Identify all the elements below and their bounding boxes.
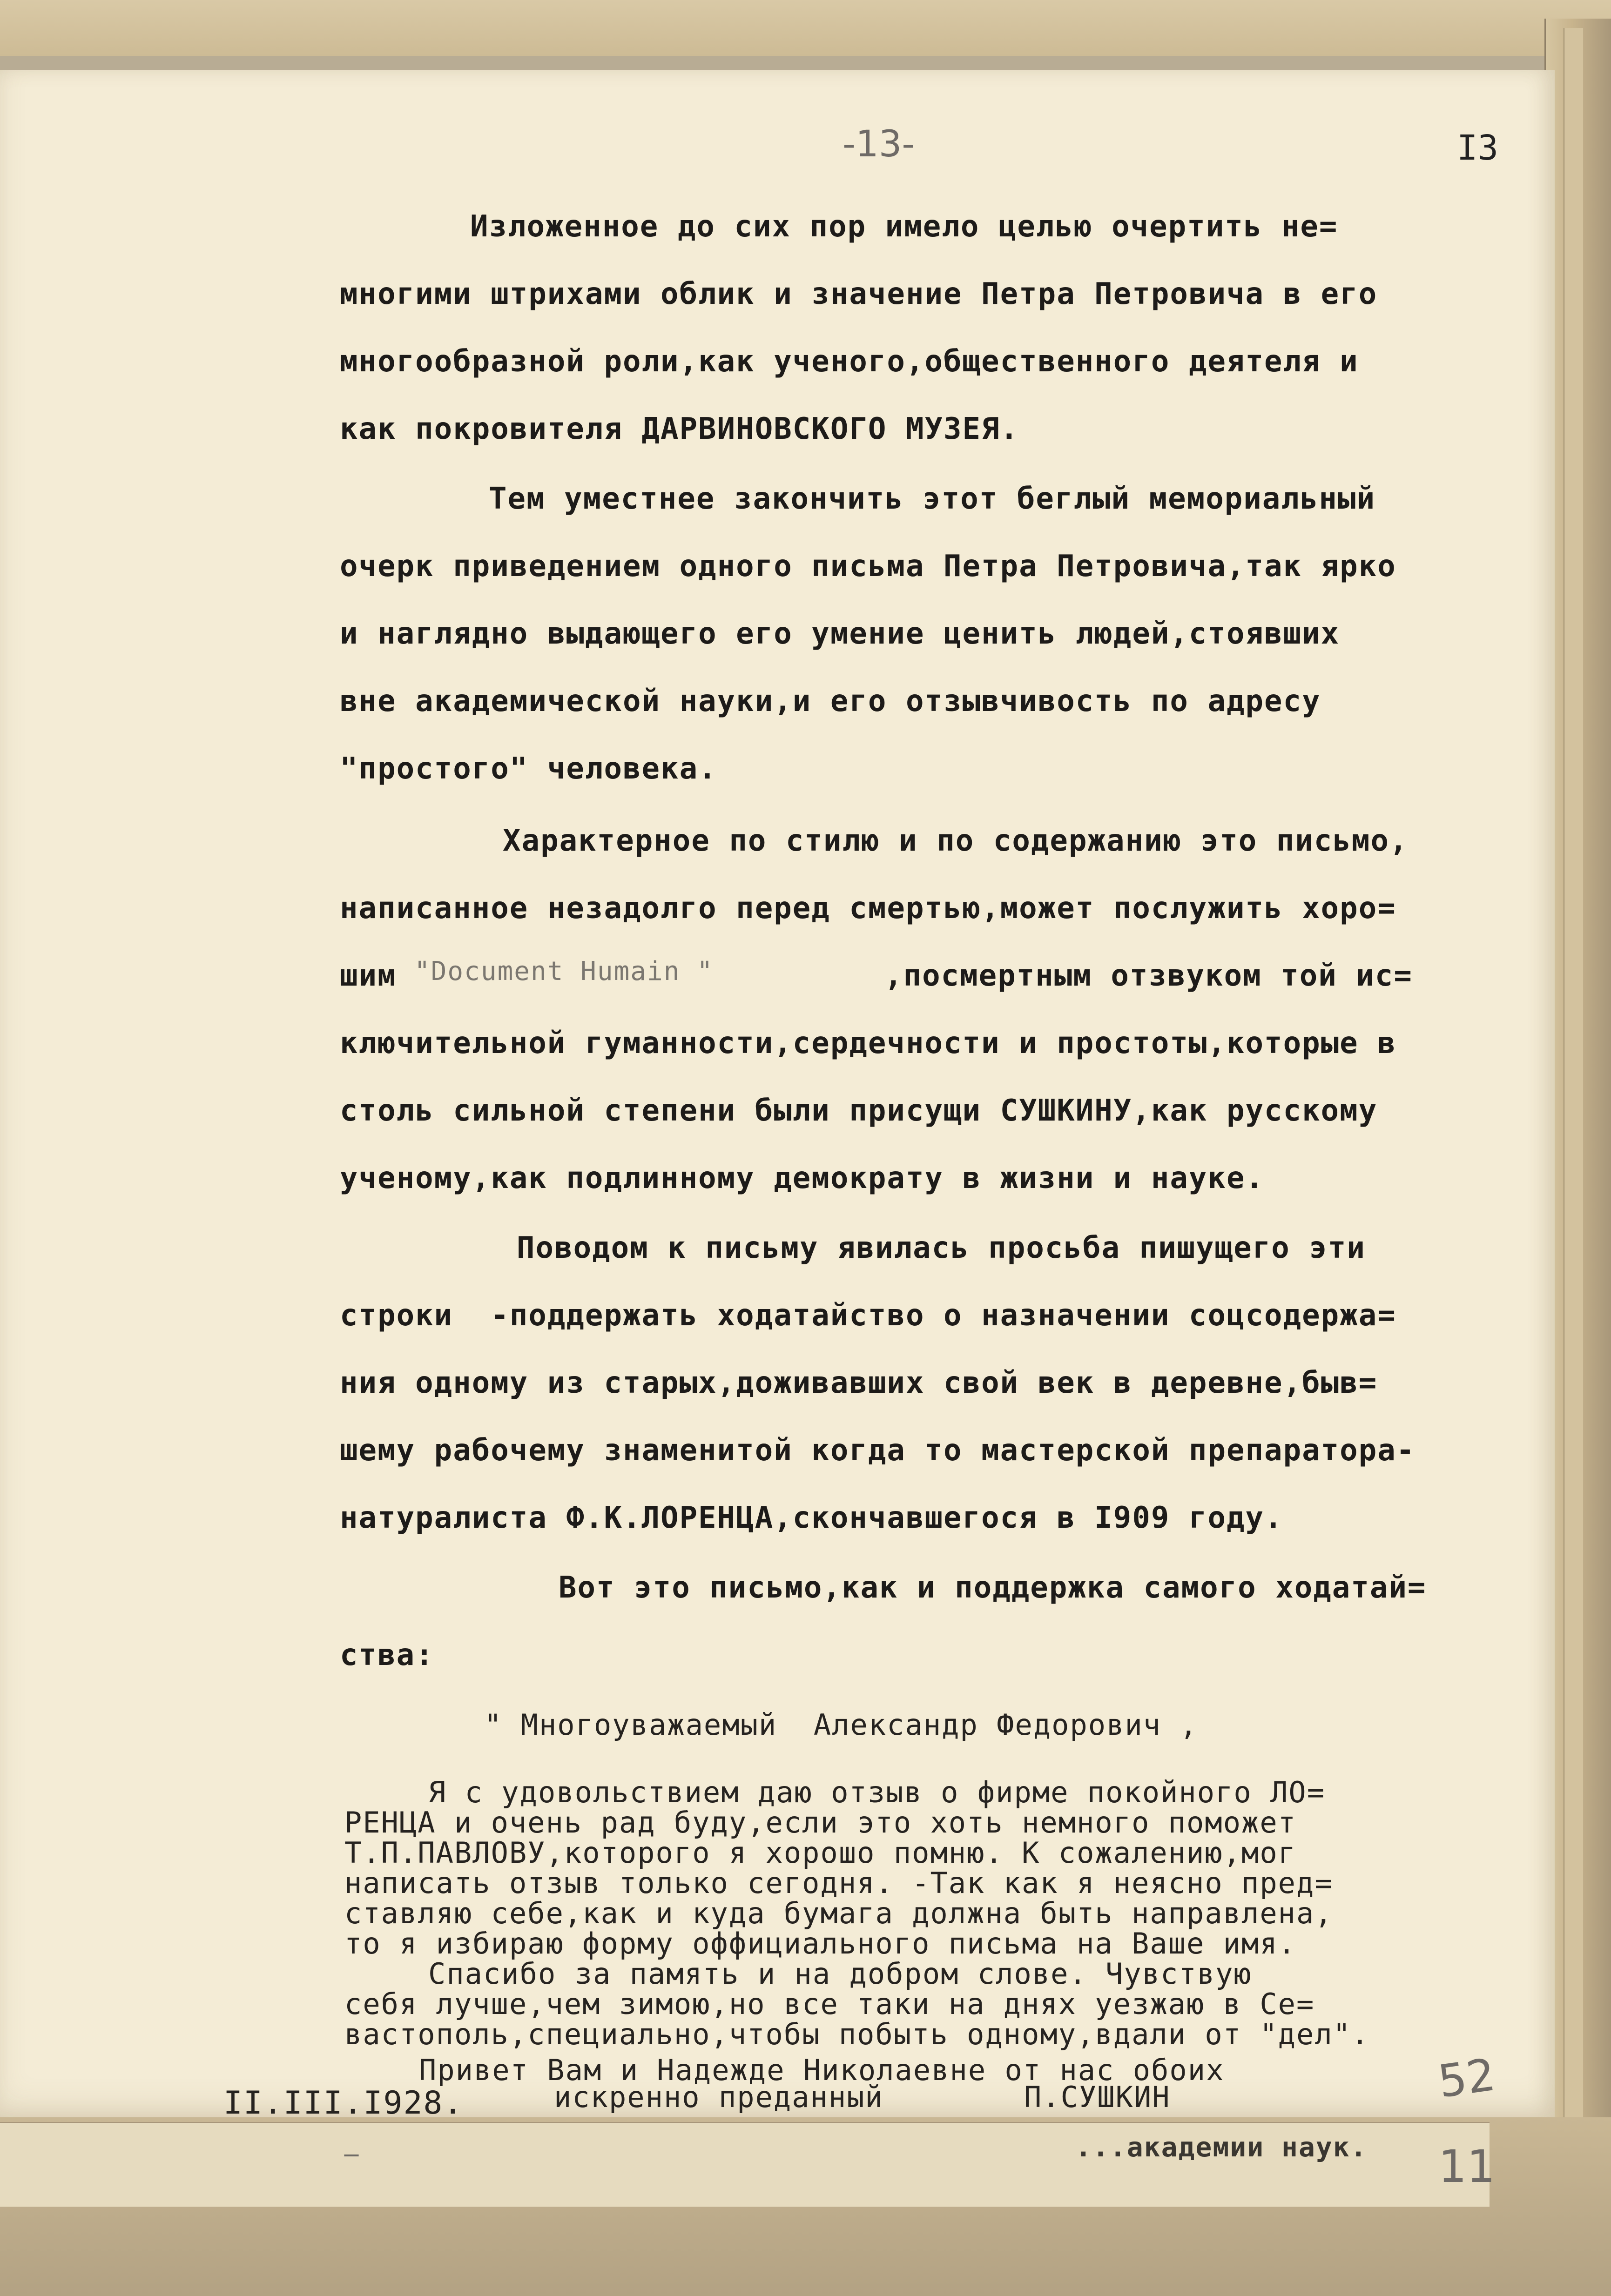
body-line-12a: шим: [340, 959, 397, 993]
letter-line-4: написать отзыв только сегодня. -Так как я неясно пред=: [344, 1866, 1333, 1900]
body-line-10: Характерное по стилю и по содержанию это письмо,: [503, 824, 1409, 858]
body-line-2: многими штрихами облик и значение Петра Петровича в его: [340, 277, 1378, 311]
body-line-9: "простого" человека.: [340, 752, 717, 786]
body-line-6: очерк приведением одного письма Петра Петровича,так ярко: [340, 549, 1396, 584]
body-line-20: натуралиста Ф.К.ЛОРЕНЦА,скончавшегося в I909 году.: [340, 1501, 1283, 1535]
body-line-3: многообразной роли,как ученого,общественного деятеля и: [340, 344, 1359, 379]
letter-line-8: себя лучше,чем зимою,но все таки на днях уезжаю в Се=: [344, 1987, 1315, 2021]
body-line-16: Поводом к письму явилась просьба пишущего эти: [517, 1231, 1366, 1265]
letter-line-9: вастополь,специально,чтобы побыть одному,вдали от "дел".: [344, 2017, 1370, 2051]
letter-date: II.III.I928.: [223, 2085, 464, 2121]
body-line-12b: ,посмертным отзвуком той ис=: [884, 959, 1413, 993]
letter-line-2: РЕНЦА и очень рад буду,если это хоть немного поможет: [344, 1806, 1297, 1839]
letter-line-1: Я с удовольствием даю отзыв о фирме покойного ЛО=: [428, 1775, 1326, 1809]
body-line-1: Изложенное до сих пор имело целью очертить не=: [470, 209, 1338, 244]
letter-line-6: то я избираю форму оффициального письма на Ваше имя.: [344, 1927, 1297, 1960]
body-line-14: столь сильной степени были присущи СУШКИНУ,как русскому: [340, 1094, 1378, 1128]
letter-line-5: ставляю себе,как и куда бумага должна быть направлена,: [344, 1896, 1333, 1930]
body-line-17: строки -поддержать ходатайство о назначении соцсодержа=: [340, 1298, 1396, 1333]
folio-number: I3: [1457, 128, 1499, 168]
body-line-8: вне академической науки,и его отзывчивость по адресу: [340, 684, 1321, 718]
inserted-phrase: "Document Humain ": [414, 956, 714, 987]
body-line-5: Тем уместнее закончить этот беглый мемориальный: [489, 482, 1375, 516]
next-page-fragment: ...академии наук.: [1075, 2131, 1368, 2163]
letter-line-10: Привет Вам и Надежде Николаевне от нас обоих: [419, 2053, 1225, 2087]
body-line-22: ства:: [340, 1638, 434, 1672]
body-line-4: как покровителя ДАРВИНОВСКОГО МУЗЕЯ.: [340, 412, 1019, 446]
body-line-21: Вот это письмо,как и поддержка самого ходатай=: [559, 1571, 1427, 1605]
letter-line-3: Т.П.ПАВЛОВУ,которого я хорошо помню. К сожалению,мог: [344, 1836, 1297, 1870]
margin-pencil-mark: ‾: [344, 2150, 358, 2182]
margin-pencil-number-1: 52: [1435, 2048, 1499, 2108]
underlying-sheet: [0, 0, 1611, 56]
body-line-7: и наглядно выдающего его умение ценить людей,стоявших: [340, 617, 1340, 651]
body-line-18: ния одному из старых,доживавших свой век в деревне,быв=: [340, 1366, 1378, 1400]
page-edge-sheet: [1564, 28, 1583, 2296]
body-line-15: ученому,как подлинному демократу в жизни и науке.: [340, 1161, 1265, 1195]
letter-signature: П.СУШКИН: [1024, 2080, 1171, 2114]
margin-pencil-number-2: 11: [1438, 2141, 1496, 2193]
body-line-13: ключительной гуманности,сердечности и простоты,которые в: [340, 1026, 1396, 1061]
body-line-19: шему рабочему знаменитой когда то мастерской препаратора-: [340, 1433, 1416, 1468]
letter-salutation: " Многоуважаемый Александр Федорович ,: [484, 1708, 1198, 1742]
pencil-page-number: -13-: [843, 123, 915, 165]
body-line-11: написанное незадолго перед смертью,может послужить хоро=: [340, 891, 1396, 926]
letter-closing: искренно преданный: [554, 2080, 883, 2114]
letter-line-7: Спасибо за память и на добром слове. Чувствую: [428, 1957, 1252, 1991]
